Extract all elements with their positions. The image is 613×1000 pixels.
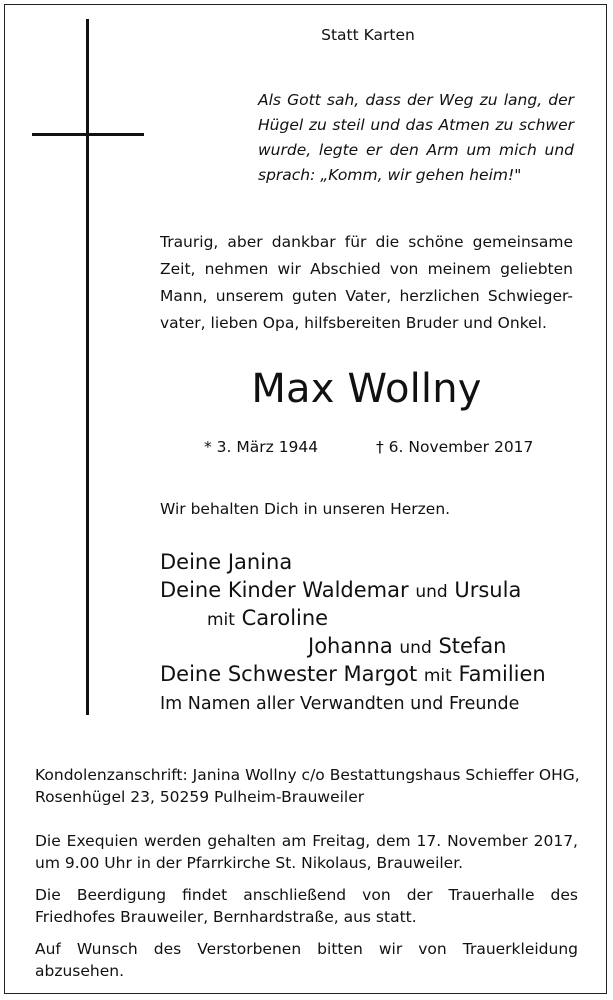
poem-line: wurde, legte er den Arm um mich und: [258, 141, 574, 159]
block-line: Friedhofes Brauweiler, Bernhardstraße, aus statt.: [35, 908, 417, 926]
intro-text: [160, 229, 573, 337]
signature-text: Deine Schwester Margot: [160, 662, 418, 686]
signature-connector: und: [415, 582, 448, 602]
block-line: Die Exequien werden gehalten am Freitag, dem 17. November 2017,: [35, 832, 578, 850]
poem-line: sprach: „Komm, wir gehen heim!": [258, 166, 522, 184]
signature-connector: mit: [207, 610, 235, 630]
signature-text: Johanna: [308, 634, 393, 658]
poem: [258, 88, 574, 188]
signature-text: Stefan: [438, 634, 507, 658]
wunsch-info: [35, 938, 578, 982]
signature-line: [308, 634, 507, 658]
signature-connector: mit: [423, 666, 452, 686]
block-line: um 9.00 Uhr in der Pfarrkirche St. Nikolaus, Brauweiler.: [35, 854, 464, 872]
intro-line: Mann, unserem guten Vater, herzlichen Schwieger-: [160, 287, 573, 305]
exequien-info: [35, 830, 578, 874]
block-line: Kondolenzanschrift: Janina Wollny c/o Bestattungshaus Schieffer OHG,: [35, 766, 580, 784]
signature-line: [207, 606, 328, 630]
block-line: Rosenhügel 23, 50259 Pulheim-Brauweiler: [35, 788, 365, 806]
cross-icon: [86, 19, 89, 715]
signature-text: Deine Janina: [160, 550, 293, 574]
beerdigung-info: [35, 884, 578, 928]
poem-line: Als Gott sah, dass der Weg zu lang, der: [258, 91, 574, 109]
signature-text: Deine Kinder Waldemar: [160, 578, 409, 602]
signature-text: Familien: [458, 662, 546, 686]
block-line: Die Beerdigung findet anschließend von der Trauerhalle des: [35, 886, 578, 904]
signature-line: [160, 550, 292, 574]
block-line: abzusehen.: [35, 962, 125, 980]
intro-line: Traurig, aber dankbar für die schöne gemeinsame: [160, 233, 573, 251]
signature-text: Ursula: [454, 578, 522, 602]
header-statt-karten: Statt Karten: [321, 26, 415, 44]
signature-line: [160, 694, 519, 714]
signature-text: Caroline: [241, 606, 329, 630]
deceased-name: Max Wollny: [251, 366, 482, 412]
herzen-text: Wir behalten Dich in unseren Herzen.: [160, 500, 451, 518]
birth-date: * 3. März 1944: [204, 438, 319, 456]
cross-bar: [32, 133, 144, 136]
signature-line: [160, 662, 546, 686]
poem-line: Hügel zu steil und das Atmen zu schwer: [258, 116, 574, 134]
signature-connector: und: [399, 638, 432, 658]
signature-line: [160, 578, 521, 602]
condolence-address: [35, 764, 578, 808]
signature-text: Im Namen aller Verwandten und Freunde: [160, 694, 520, 714]
block-line: Auf Wunsch des Verstorbenen bitten wir von Trauerkleidung: [35, 940, 578, 958]
intro-line: Zeit, nehmen wir Abschied von meinem geliebten: [160, 260, 573, 278]
intro-line: vater, lieben Opa, hilfsbereiten Bruder und Onkel.: [160, 314, 547, 332]
death-date: † 6. November 2017: [376, 438, 534, 456]
